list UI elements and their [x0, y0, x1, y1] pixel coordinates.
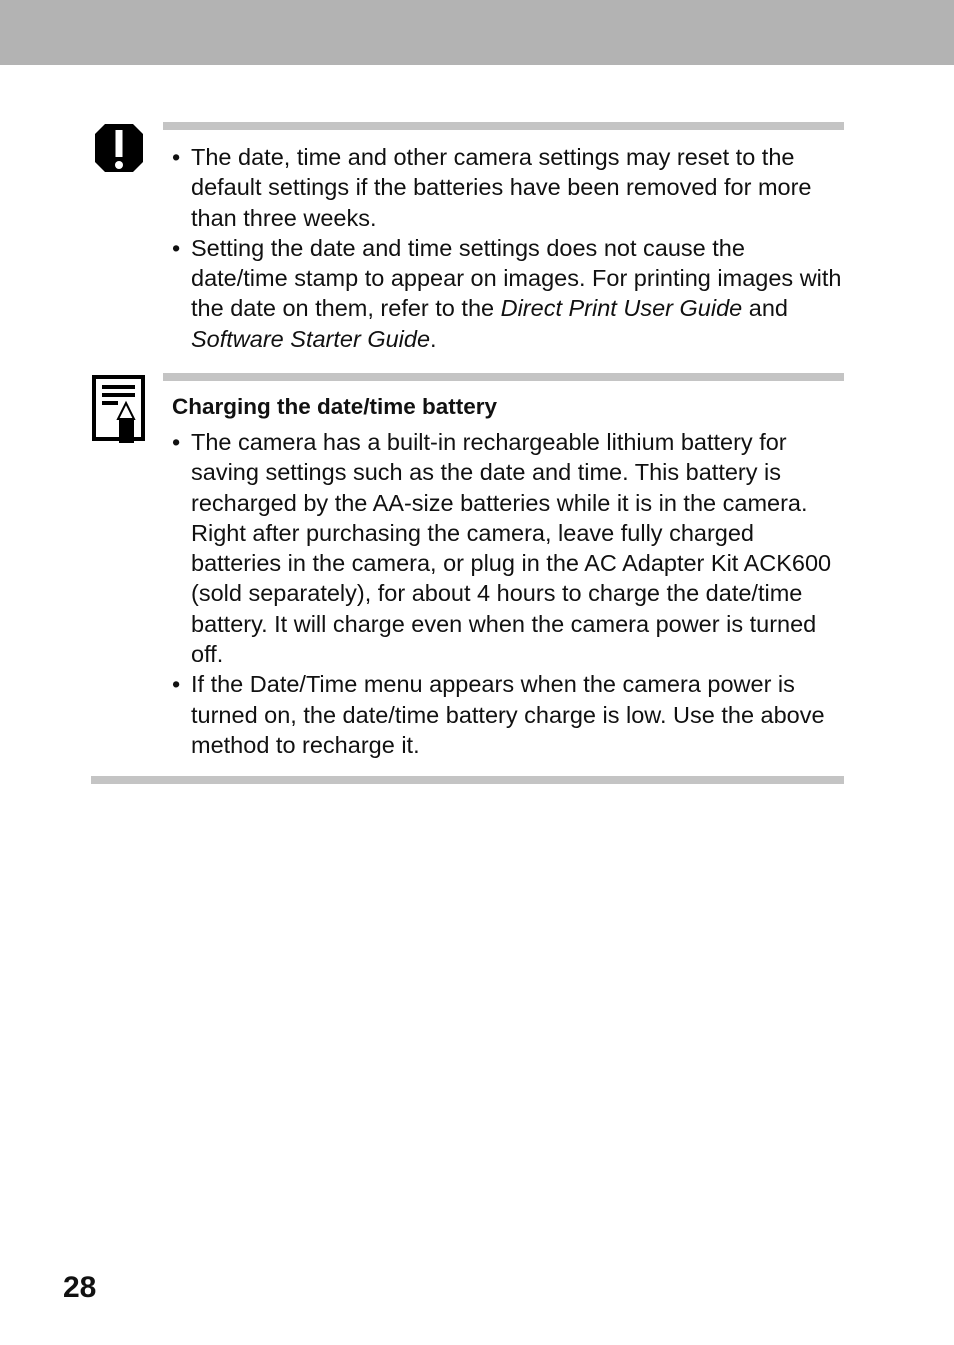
caution-icon	[91, 120, 147, 176]
bullet-text: If the Date/Time menu appears when the camera power is turned on, the date/time battery charge is low. Use the above method to recharge it.	[191, 671, 825, 758]
bullet-marker: •	[172, 234, 181, 261]
header-band	[0, 0, 954, 65]
bullet-text: and	[742, 295, 788, 322]
list-item	[172, 669, 847, 760]
bullet-text: .	[430, 325, 437, 352]
bullet-text: The camera has a built-in rechargeable lithium battery for saving settings such as the date and time. This battery is recharged by the AA-size batteries while it is in the camera. Right after purchasing the camera, leave fully charged batteries in the camera, or plug in the AC Adapter Kit ACK600 (sold separately), for about 4 hours to charge the date/time battery. It will charge even when the camera power is turned off.	[191, 429, 832, 668]
guide-title: Software Starter Guide	[191, 325, 431, 352]
bullet-text: The date, time and other camera settings may reset to the default settings if the batteries have been removed for more than three weeks.	[191, 144, 812, 231]
bullet-marker: •	[172, 671, 181, 698]
note-section	[172, 392, 847, 760]
list-item	[172, 427, 847, 669]
note-bottom-rule	[91, 776, 844, 784]
note-heading: Charging the date/time battery	[172, 394, 498, 419]
caution-list	[172, 142, 847, 354]
list-item	[172, 142, 847, 233]
caution-top-rule	[163, 122, 844, 130]
bullet-text: Setting the date and time settings does not cause the date/time stamp to appear on images. For printing images with the date on them, refer to the	[191, 234, 842, 322]
list-item	[172, 233, 847, 354]
bullet-marker: •	[172, 144, 181, 170]
memo-pencil-icon	[92, 375, 147, 445]
bullet-marker: •	[172, 429, 181, 455]
guide-title: Direct Print User Guide	[500, 295, 743, 322]
note-top-rule	[163, 373, 844, 381]
page-number: 28	[63, 1271, 97, 1304]
